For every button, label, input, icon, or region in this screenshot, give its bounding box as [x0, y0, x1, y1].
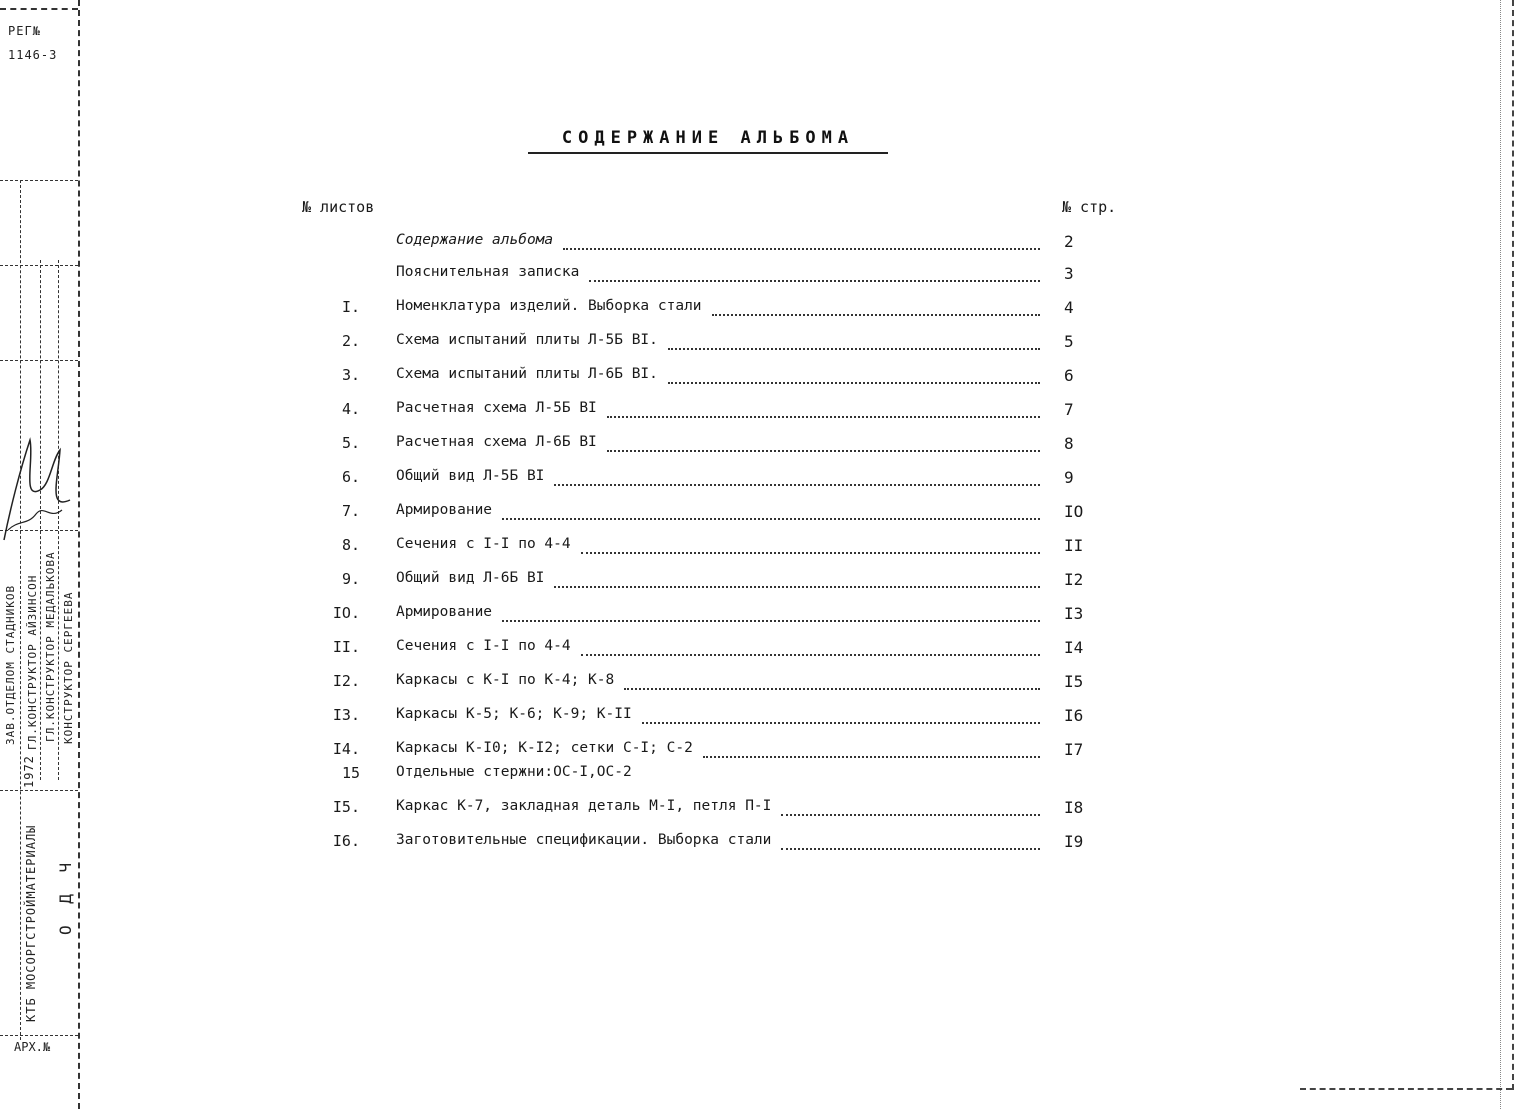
entry-title: Заготовительные спецификации. Выборка стали	[396, 832, 772, 848]
entry-number: I6.	[332, 832, 360, 850]
entry-title: Пояснительная записка	[396, 264, 580, 280]
entry-title: Сечения с I-I по 4-4	[396, 638, 571, 654]
contents-entry	[0, 298, 1521, 322]
column-header-pages: № стр.	[1062, 198, 1117, 216]
contents-entry	[0, 400, 1521, 424]
entry-number: I.	[341, 298, 360, 316]
dot-leader	[624, 688, 1040, 690]
entry-title: Расчетная схема Л-6Б ВI	[396, 434, 597, 450]
entry-number: 15	[341, 764, 360, 782]
dot-leader	[668, 382, 1040, 384]
contents-entry	[0, 672, 1521, 696]
stamp-row-line	[0, 1035, 78, 1036]
contents-entry	[0, 706, 1521, 730]
dot-leader	[781, 814, 1040, 816]
dot-leader	[712, 314, 1040, 316]
contents-entry	[0, 502, 1521, 526]
entry-number: I2.	[332, 672, 360, 690]
entry-page: I7	[1064, 740, 1084, 759]
entry-number: I3.	[332, 706, 360, 724]
contents-entry	[0, 570, 1521, 594]
entry-page: 3	[1064, 264, 1074, 283]
dot-leader	[642, 722, 1040, 724]
dot-leader	[589, 280, 1040, 282]
frame-top-line	[0, 8, 78, 10]
contents-entry	[0, 638, 1521, 662]
stamp-role: ГЛ.КОНСТРУКТОР АЙЗИНСОН	[26, 574, 39, 750]
contents-entry	[0, 740, 1521, 764]
entry-title: Номенклатура изделий. Выборка стали	[396, 298, 702, 314]
dot-leader	[563, 248, 1040, 250]
entry-page: I2	[1064, 570, 1084, 589]
dot-leader	[502, 620, 1040, 622]
entry-page: 8	[1064, 434, 1074, 453]
entry-page: I8	[1064, 798, 1084, 817]
contents-entry	[0, 764, 1521, 788]
entry-page: I5	[1064, 672, 1084, 691]
entry-number: I5.	[332, 798, 360, 816]
contents-entry	[0, 434, 1521, 458]
dot-leader	[607, 450, 1040, 452]
entry-page: 2	[1064, 232, 1074, 251]
dot-leader	[703, 756, 1040, 758]
entry-page: 4	[1064, 298, 1074, 317]
contents-entry	[0, 536, 1521, 560]
entry-number: 2.	[341, 332, 360, 350]
entry-number: 5.	[341, 434, 360, 452]
stamp-role: ГЛ.КОНСТРУКТОР МЕДАЛЬКОВА	[44, 551, 57, 742]
entry-title: Отдельные стержни:ОС-I,ОС-2	[396, 764, 632, 780]
entry-title: Каркас К-7, закладная деталь М-I, петля П-I	[396, 798, 772, 814]
entry-number: II.	[332, 638, 360, 656]
dot-leader	[607, 416, 1040, 418]
dot-leader	[554, 484, 1040, 486]
entry-page: I3	[1064, 604, 1084, 623]
stamp-row-line	[0, 180, 78, 181]
entry-page: I4	[1064, 638, 1084, 657]
entry-page: 6	[1064, 366, 1074, 385]
dot-leader	[581, 552, 1040, 554]
entry-title: Каркасы К-5; К-6; К-9; К-II	[396, 706, 632, 722]
contents-entry	[0, 604, 1521, 628]
contents-entry	[0, 366, 1521, 390]
contents-entry	[0, 798, 1521, 822]
dot-leader	[781, 848, 1040, 850]
entry-number: 4.	[341, 400, 360, 418]
entry-number: 7.	[341, 502, 360, 520]
contents-entry	[0, 468, 1521, 492]
reg-value: 1146-3	[8, 48, 58, 62]
entry-number: 8.	[341, 536, 360, 554]
entry-title: Расчетная схема Л-5Б ВI	[396, 400, 597, 416]
reg-label: РЕГ№	[8, 24, 41, 38]
contents-entry	[0, 332, 1521, 356]
dot-leader	[502, 518, 1040, 520]
dot-leader	[581, 654, 1040, 656]
frame-bottom-line	[1300, 1088, 1512, 1090]
entry-number: I4.	[332, 740, 360, 758]
entry-page: I9	[1064, 832, 1084, 851]
entry-page: I6	[1064, 706, 1084, 725]
entry-title: Каркасы с К-I по К-4; К-8	[396, 672, 615, 688]
entry-title: Армирование	[396, 502, 493, 518]
contents-entry	[0, 264, 1521, 288]
entry-title: Каркасы К-I0; К-I2; сетки С-I; С-2	[396, 740, 693, 756]
entry-title: Сечения с I-I по 4-4	[396, 536, 571, 552]
stamp-dept: О Д Ч	[56, 856, 75, 935]
arch-label: АРХ.№	[14, 1040, 51, 1054]
entry-title: Общий вид Л-6Б ВI	[396, 570, 545, 586]
entry-number: 3.	[341, 366, 360, 384]
entry-page: II	[1064, 536, 1084, 555]
entry-page: IO	[1064, 502, 1084, 521]
entry-title: Содержание альбома	[396, 232, 554, 248]
stamp-role: КОНСТРУКТОР СЕРГЕЕВА	[62, 591, 75, 744]
stamp-row-line	[0, 790, 78, 791]
entry-number: IO.	[332, 604, 360, 622]
entry-page: 5	[1064, 332, 1074, 351]
stamp-org: КТБ МОСОРГСТРОЙМАТЕРИАЛЫ	[24, 824, 38, 1022]
entry-title: Схема испытаний плиты Л-6Б ВI.	[396, 366, 658, 382]
entry-number: 9.	[341, 570, 360, 588]
stamp-role: ЗАВ.ОТДЕЛОМ СТАДНИКОВ	[4, 584, 17, 745]
contents-entry	[0, 832, 1521, 856]
entry-title: Общий вид Л-5Б ВI	[396, 468, 545, 484]
dot-leader	[554, 586, 1040, 588]
column-header-sheets: № листов	[302, 198, 375, 216]
entry-number: 6.	[341, 468, 360, 486]
stamp-year: 1972	[22, 755, 36, 788]
entry-page: 7	[1064, 400, 1074, 419]
stamp-row-line	[0, 360, 78, 361]
dot-leader	[668, 348, 1040, 350]
contents-entry	[0, 232, 1521, 256]
entry-title: Армирование	[396, 604, 493, 620]
entry-page: 9	[1064, 468, 1074, 487]
entry-title: Схема испытаний плиты Л-5Б ВI.	[396, 332, 658, 348]
page-title: СОДЕРЖАНИЕ АЛЬБОМА	[528, 128, 888, 154]
